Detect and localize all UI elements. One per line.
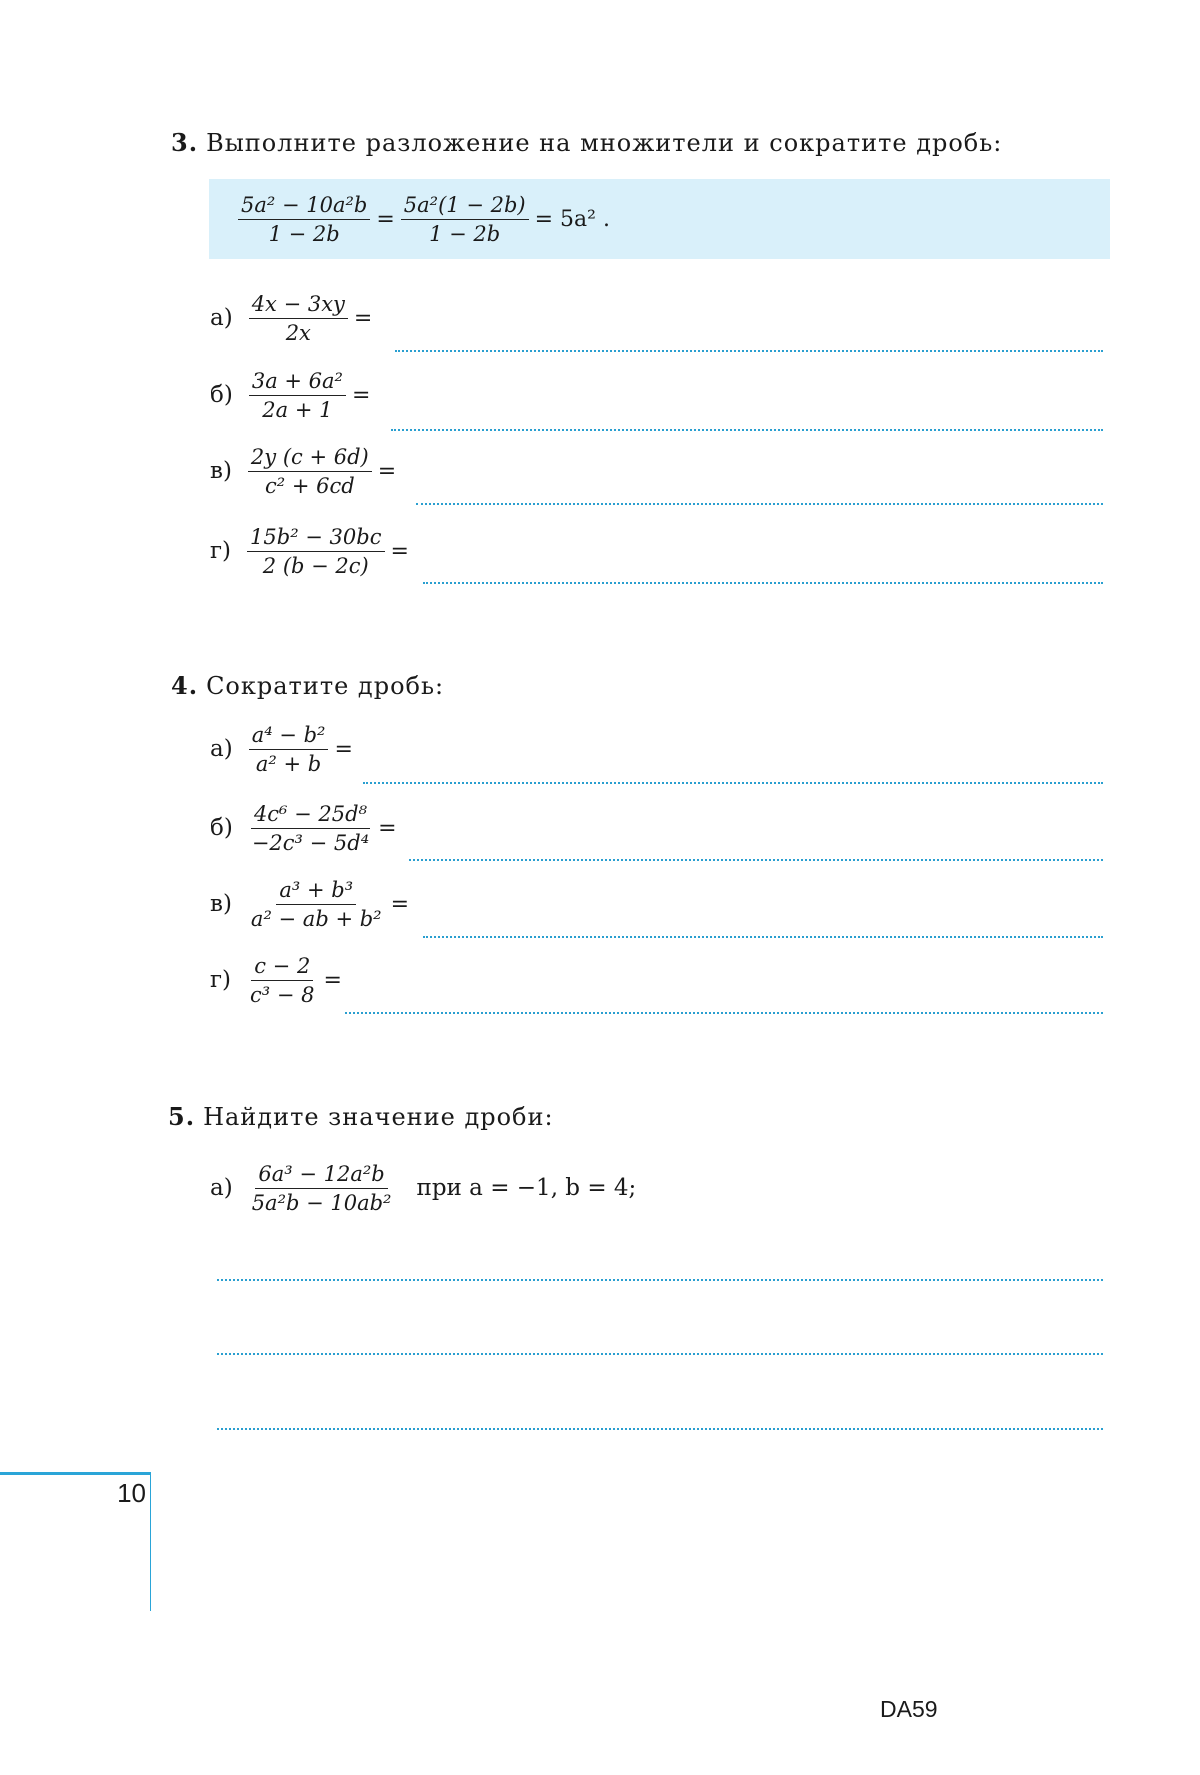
denominator: 1 − 2b	[268, 221, 340, 246]
item-label: г)	[210, 967, 232, 993]
numerator: c − 2	[251, 952, 313, 981]
fraction	[248, 876, 385, 933]
answer-line[interactable]	[217, 1279, 1103, 1281]
task-3c	[210, 439, 396, 503]
numerator: 5a²(1 − 2b)	[401, 191, 529, 220]
numerator: 2y (c + 6d)	[248, 443, 372, 472]
item-label: в)	[210, 458, 232, 484]
equals: =	[378, 815, 397, 841]
denominator: 2a + 1	[262, 397, 333, 422]
denominator: c³ − 8	[250, 982, 315, 1007]
equals: =	[376, 206, 395, 232]
fraction	[238, 191, 370, 248]
numerator: 5a² − 10a²b	[238, 191, 370, 220]
denominator: c² + 6cd	[264, 473, 355, 498]
item-label: г)	[210, 538, 232, 564]
answer-line[interactable]	[416, 503, 1103, 505]
answer-line[interactable]	[423, 936, 1103, 938]
item-label: б)	[210, 815, 233, 841]
equals: =	[353, 305, 373, 331]
task-4-title	[171, 671, 444, 700]
denominator: −2c³ − 5d⁴	[251, 830, 370, 855]
equals: =	[323, 967, 342, 993]
denominator: a² − ab + b²	[250, 906, 382, 931]
answer-line[interactable]	[409, 859, 1103, 861]
item-label: а)	[210, 305, 233, 331]
equals: =	[351, 382, 371, 408]
answer-line[interactable]	[423, 582, 1103, 584]
task-4a	[210, 717, 353, 781]
task-text: Выполните разложение на множители и сократите дробь:	[206, 129, 1003, 157]
page-number-rule	[0, 1472, 151, 1475]
fraction	[249, 800, 372, 857]
numerator: 6a³ − 12a²b	[255, 1160, 387, 1189]
denominator: 5a²b − 10ab²	[251, 1190, 392, 1215]
task-text: Найдите значение дроби:	[203, 1103, 554, 1131]
answer-line[interactable]	[345, 1012, 1103, 1014]
fraction	[248, 443, 372, 500]
equals: =	[377, 458, 397, 484]
example-formula	[238, 187, 610, 251]
numerator: 15b² − 30bc	[247, 523, 384, 552]
numerator: 4x − 3xy	[249, 290, 348, 319]
task-text: Сократите дробь:	[206, 672, 445, 700]
task-3-title	[171, 128, 1002, 157]
item-label: а)	[210, 1175, 233, 1201]
numerator: a⁴ − b²	[249, 721, 329, 750]
task-3b	[210, 363, 370, 427]
denominator: 2 (b − 2c)	[262, 553, 369, 578]
fraction	[401, 191, 529, 248]
answer-line[interactable]	[363, 782, 1103, 784]
fraction	[249, 367, 346, 424]
fraction	[249, 1160, 395, 1217]
answer-line[interactable]	[395, 350, 1103, 352]
page-number: 10	[117, 1478, 146, 1508]
task-number: 5.	[168, 1102, 196, 1131]
task-3a	[210, 286, 372, 350]
task-4c	[210, 872, 409, 936]
task-5a	[210, 1156, 636, 1220]
condition: при a = −1, b = 4;	[416, 1175, 637, 1201]
answer-line[interactable]	[391, 429, 1103, 431]
numerator: a³ + b³	[276, 876, 356, 905]
denominator: a² + b	[255, 751, 322, 776]
denominator: 2x	[285, 320, 311, 345]
fraction	[249, 721, 329, 778]
equals: =	[390, 891, 410, 917]
answer-line[interactable]	[217, 1428, 1103, 1430]
numerator: 3a + 6a²	[249, 367, 346, 396]
task-3d	[210, 519, 409, 583]
margin-rule	[150, 1472, 151, 1611]
task-5-title	[168, 1102, 554, 1131]
answer-line[interactable]	[217, 1353, 1103, 1355]
equals: =	[334, 736, 353, 762]
task-4b	[210, 796, 397, 860]
denominator: 1 − 2b	[429, 221, 501, 246]
fraction	[247, 523, 384, 580]
item-label: б)	[210, 382, 233, 408]
task-number: 4.	[171, 671, 199, 700]
numerator: 4c⁶ − 25d⁸	[251, 800, 370, 829]
task-4d	[210, 948, 342, 1012]
page-code: DA59	[880, 1696, 938, 1722]
item-label: в)	[210, 891, 232, 917]
task-number: 3.	[171, 128, 199, 157]
result: = 5a² .	[534, 206, 610, 232]
item-label: а)	[210, 736, 233, 762]
fraction	[247, 952, 318, 1009]
equals: =	[390, 538, 409, 564]
fraction	[249, 290, 348, 347]
